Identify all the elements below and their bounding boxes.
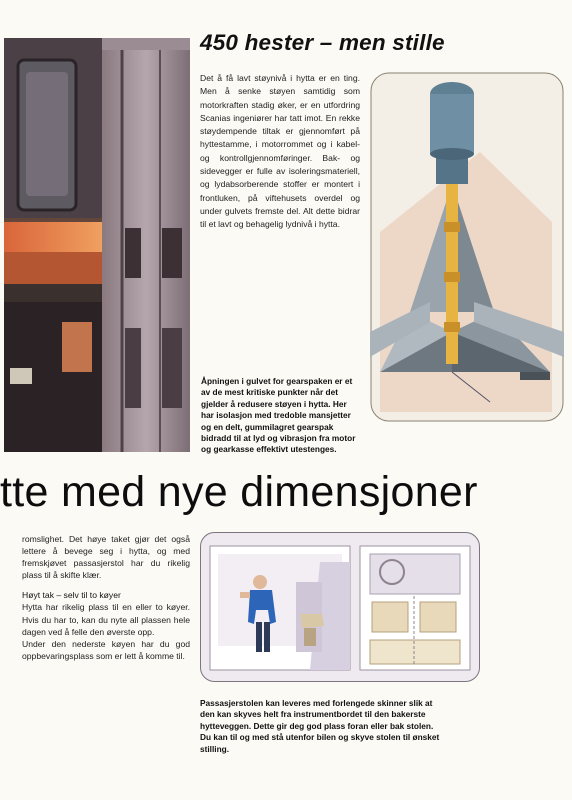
caption-gearshift: Åpningen i gulvet for gearspaken er et av de mest kritiske punkter når det gjelder å redusere støyen i hytta. Her har isolasjon med tredoble mansjetter og en delt, gummilagret gearspak bidradd til at lyd og vibrasjon fra motor og gearkasse effektivt utestenges. [201, 376, 356, 455]
gearshift-cutaway-image [370, 72, 564, 422]
subheading-high-roof: Høyt tak – selv til to køyer [22, 590, 121, 601]
caption-passenger-seat: Passasjerstolen kan leveres med forlengede skinner slik at den kan skyves helt fra instrumentbordet til den bakerste hytteveggen. Dette gir deg god plass foran eller bak stolen. Du kan til og med stå utenfor bilen og skyve stolen til ønsket stilling. [200, 698, 440, 754]
page-title: 450 hester – men stille [200, 30, 445, 55]
body-paragraph-3: Under den nederste køyen har du god oppbevaringsplass som er lett å komme til. [22, 638, 190, 661]
truck-cab-photo [4, 38, 190, 452]
body-paragraph-1: romslighet. Det høye taket gjør det også lettere å bevege seg i hytta, og med fremskjøvet passasjerstol har du rikelig plass til å skifte klær. [22, 534, 190, 581]
body-text-top: Det å få lavt støynivå i hytta er en ting. Men å senke støyen samtidig som motorkraften stadig øker, er en utfordring Scanias ingeniører har tatt imot. En rekke støydempende tiltak er gjennomført på hyttestamme, i motorrommet og i kabel- og kontrollgjennomføringer. Bak- og sidevegger er fulle av isoleringsmateriell, og lydabsorberende stoffer er montert i frontluken, på viftehusets overdel og under gulvets fremste del. Alt dette bidrar til et lavt og behagelig lydnivå i hytta. [200, 73, 360, 230]
cab-interior-illustration [200, 532, 480, 682]
section-heading: tte med nye dimensjoner [0, 468, 478, 516]
body-paragraph-2: Hytta har rikelig plass til en eller to køyer. Hvis du har to, kan du nyte all plassen hele dagen ved å felle den øverste opp. [22, 602, 190, 637]
cab-interior-image [200, 532, 480, 682]
gearshift-cutaway-illustration [370, 72, 564, 422]
body-text-bottom [22, 533, 190, 670]
truck-cab-photo-image [4, 38, 190, 452]
